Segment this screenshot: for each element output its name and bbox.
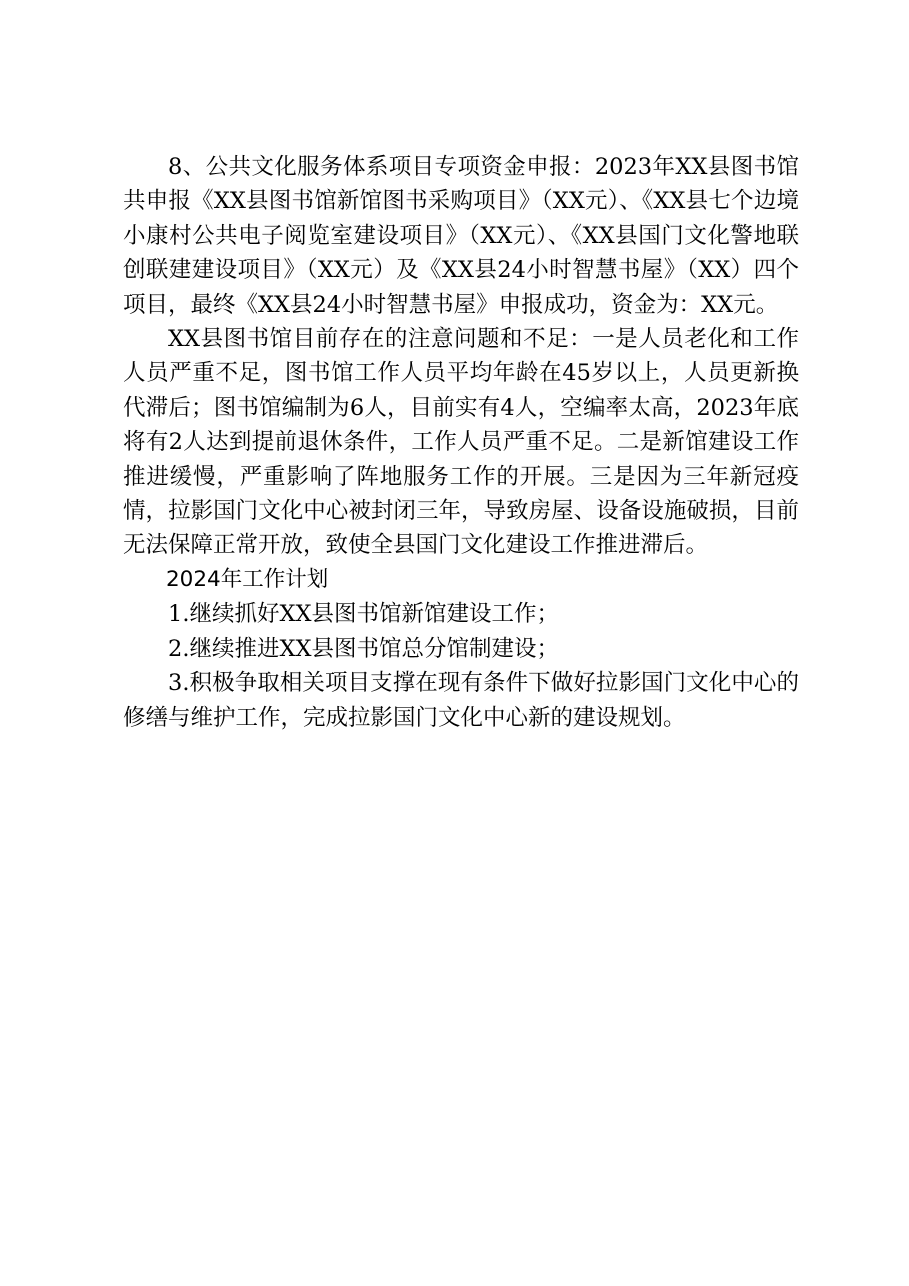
section-heading-work-plan: 2024年工作计划 [166, 566, 329, 592]
plan-item-2: 2.继续推进XX县图书馆总分馆制建设； [168, 635, 560, 662]
plan-item-3: 3.积极争取相关项目支撑在现有条件下做好拉影国门文化中心的修缮与维护工作，完成拉影国门文化中心新的建设规划。 [123, 670, 799, 731]
paragraph-problems-shortcomings: XX县图书馆目前存在的注意问题和不足：一是人员老化和工作人员严重不足，图书馆工作人员平均年龄在45岁以上，人员更新换代滞后；图书馆编制为6人，目前实有4人，空编率太高，2023年底将有2人达到提前退休条件，工作人员严重不足。二是新馆建设工作推进缓慢，严重影响了阵地服务工作的开展。三是因为三年新冠疫情，拉影国门文化中心被封闭三年，导致房屋、设备设施破损，目前无法保障正常开放，致使全县国门文化建设工作推进滞后。 [123, 326, 799, 559]
paragraph-funding-application: 8、公共文化服务体系项目专项资金申报：2023年XX县图书馆共申报《XX县图书馆新馆图书采购项目》（XX元）、《XX县七个边境小康村公共电子阅览室建设项目》（XX元）、《XX县国门文化警地联创联建建设项目》（XX元）及《XX县24小时智慧书屋》（XX）四个项目，最终《XX县24小时智慧书屋》申报成功，资金为：XX元。 [123, 154, 799, 318]
plan-item-1: 1.继续抓好XX县图书馆新馆建设工作； [168, 601, 560, 628]
document-body [123, 150, 799, 735]
